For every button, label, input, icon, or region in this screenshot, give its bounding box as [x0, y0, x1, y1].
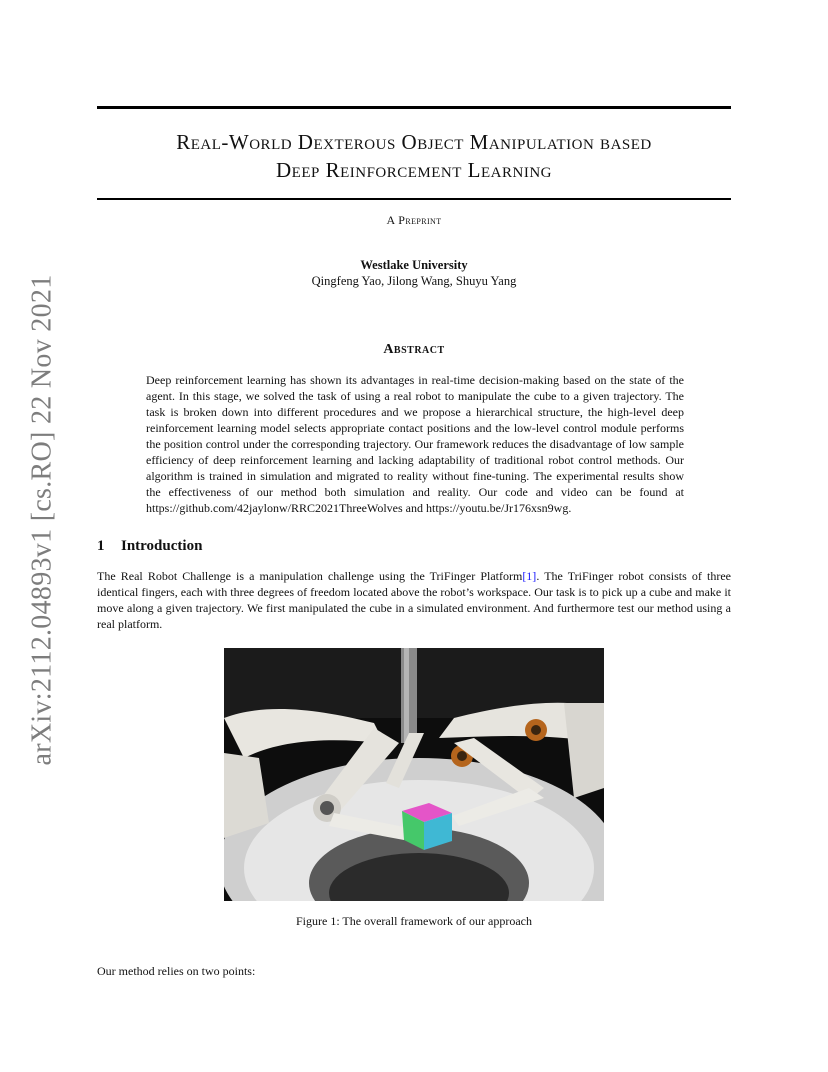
trifinger-robot-photo — [224, 648, 604, 901]
paper-title — [97, 128, 731, 184]
robot-photo-illustration — [224, 648, 604, 901]
title-rule-bottom — [97, 198, 731, 200]
preprint-label: A Preprint — [386, 213, 442, 227]
arxiv-identifier: arXiv:2112.04893v1 [cs.RO] 22 Nov 2021 — [26, 274, 58, 766]
closing-paragraph: Our method relies on two points: — [97, 964, 256, 978]
paper-title-line-2: Deep Reinforcement Learning — [276, 158, 552, 182]
abstract-text: Deep reinforcement learning has shown its advantages in real-time decision-making based on the state of the agent. In this stage, we solved the task of using a real robot to manipulate the cube to a given trajectory. The task is broken down into different procedures and we propose a hierarchical structure, the high-level deep reinforcement learning model selects appropriate contact positions and the low-level control module performs the position control under the corresponding trajectory. Our framework reduces the disadvantage of low sample efficiency of deep reinforcement learning and lacking adaptability of traditional robot control methods. Our algorithm is trained in simulation and migrated to reality without fine-tuning. The experimental results show the effectiveness of our method both simulation and reality. Our code and video can be found at https://github.com/42jaylonw/RRC2021ThreeWolves and https://youtu.be/Jr176xsn9wg. — [146, 373, 684, 515]
abstract-heading: Abstract — [383, 342, 445, 357]
introduction-paragraph — [97, 568, 731, 632]
citation-link[interactable]: [1] — [522, 569, 537, 583]
intro-text-start: The Real Robot Challenge is a manipulation challenge using the TriFinger Platform — [97, 569, 523, 583]
section-number: 1 — [97, 538, 105, 554]
title-rule-top — [97, 106, 731, 109]
section-title: Introduction — [121, 538, 203, 554]
paper-title-line-1: Real-World Dexterous Object Manipulation based — [176, 130, 652, 154]
intro-text-end: . The TriFinger robot consists of three identical fingers, each with three degrees of freedom located above the robot’s workspace. Our task is to pick up a cube and make it move along a given trajectory. We first manipulated the cube in a simulated environment. And furthermore test our method using a real platform. — [97, 569, 731, 631]
author-affiliation: Westlake University — [360, 258, 468, 272]
section-heading — [97, 538, 202, 555]
figure-caption: Figure 1: The overall framework of our approach — [295, 914, 533, 928]
author-list: Qingfeng Yao, Jilong Wang, Shuyu Yang — [311, 274, 517, 288]
